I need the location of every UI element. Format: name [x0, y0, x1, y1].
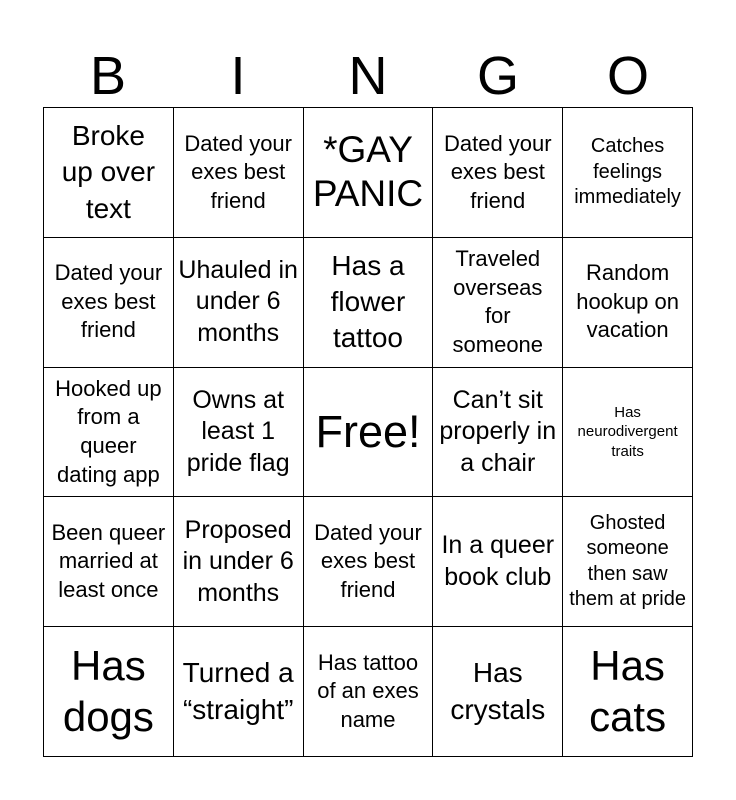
bingo-cell-text: Dated your exes best friend — [314, 519, 422, 603]
bingo-cell-r4c5[interactable] — [563, 497, 693, 627]
bingo-cell-text: Proposed in under 6 months — [182, 515, 294, 607]
header-letter-o: O — [606, 46, 649, 106]
bingo-cell-text: Has crystals — [450, 657, 546, 725]
bingo-cell-text: Dated your exes best friend — [184, 130, 292, 213]
bingo-cell-text: Can’t sit properly in a chair — [439, 385, 557, 477]
bingo-card-grid — [43, 107, 693, 757]
bingo-cell-r1c2[interactable] — [174, 108, 304, 238]
bingo-cell-text: Has neurodivergent traits — [577, 404, 678, 460]
bingo-header — [43, 44, 693, 108]
bingo-cell-r4c4[interactable] — [433, 497, 563, 627]
bingo-cell-text: Has tattoo of an exes name — [317, 649, 419, 732]
bingo-cell-text: Broke up over text — [61, 119, 156, 224]
bingo-cell-r3c5[interactable] — [563, 368, 693, 498]
header-letter-i: I — [230, 46, 246, 106]
bingo-cell-text: Dated your exes best friend — [443, 130, 552, 213]
bingo-cell-text: In a queer book club — [441, 531, 555, 591]
bingo-cell-r4c1[interactable] — [44, 497, 174, 627]
bingo-cell-r1c1[interactable] — [44, 108, 174, 238]
bingo-cell-text: Has a flower tattoo — [330, 249, 406, 354]
bingo-cell-r1c4[interactable] — [433, 108, 563, 238]
bingo-cell-r1c3[interactable] — [304, 108, 434, 238]
bingo-cell-r5c2[interactable] — [174, 627, 304, 757]
header-letter-b: B — [89, 46, 127, 106]
bingo-cell-text: Random hookup on vacation — [576, 260, 679, 343]
bingo-cell-text: Traveled overseas for someone — [452, 246, 544, 357]
bingo-cell-text: Turned a “straight” — [182, 657, 294, 725]
bingo-cell-text: Free! — [315, 405, 421, 457]
bingo-cell-r4c2[interactable] — [174, 497, 304, 627]
bingo-cell-text: Dated your exes best friend — [54, 260, 163, 343]
bingo-cell-text: Been queer married at least once — [51, 519, 166, 603]
header-letter-g: G — [476, 46, 519, 106]
bingo-cell-text: Has dogs — [62, 642, 154, 740]
bingo-cell-r5c1[interactable] — [44, 627, 174, 757]
bingo-cell-text: Hooked up from a queer dating app — [55, 375, 162, 487]
bingo-cell-r2c5[interactable] — [563, 238, 693, 368]
bingo-cell-r3c2[interactable] — [174, 368, 304, 498]
bingo-cell-r2c4[interactable] — [433, 238, 563, 368]
bingo-cell-text: Uhauled in under 6 months — [178, 255, 298, 347]
bingo-cell-text: Has cats — [589, 642, 667, 740]
bingo-cell-r4c3[interactable] — [304, 497, 434, 627]
bingo-cell-r2c1[interactable] — [44, 238, 174, 368]
bingo-cell-text: Owns at least 1 pride flag — [186, 385, 290, 477]
bingo-cell-r2c2[interactable] — [174, 238, 304, 368]
bingo-cell-text: Catches feelings immediately — [574, 135, 681, 209]
bingo-cell-r5c5[interactable] — [563, 627, 693, 757]
bingo-cell-r3c4[interactable] — [433, 368, 563, 498]
header-letter-n: N — [348, 46, 388, 106]
bingo-cell-r1c5[interactable] — [563, 108, 693, 238]
bingo-cell-r3c1[interactable] — [44, 368, 174, 498]
bingo-cell-r3c3 free-space[interactable] — [304, 368, 434, 498]
bingo-cell-text: *GAY PANIC — [312, 129, 424, 215]
bingo-cell-text: Ghosted someone then saw them at pride — [569, 511, 686, 611]
bingo-cell-r5c3[interactable] — [304, 627, 434, 757]
bingo-cell-r2c3[interactable] — [304, 238, 434, 368]
bingo-cell-r5c4[interactable] — [433, 627, 563, 757]
